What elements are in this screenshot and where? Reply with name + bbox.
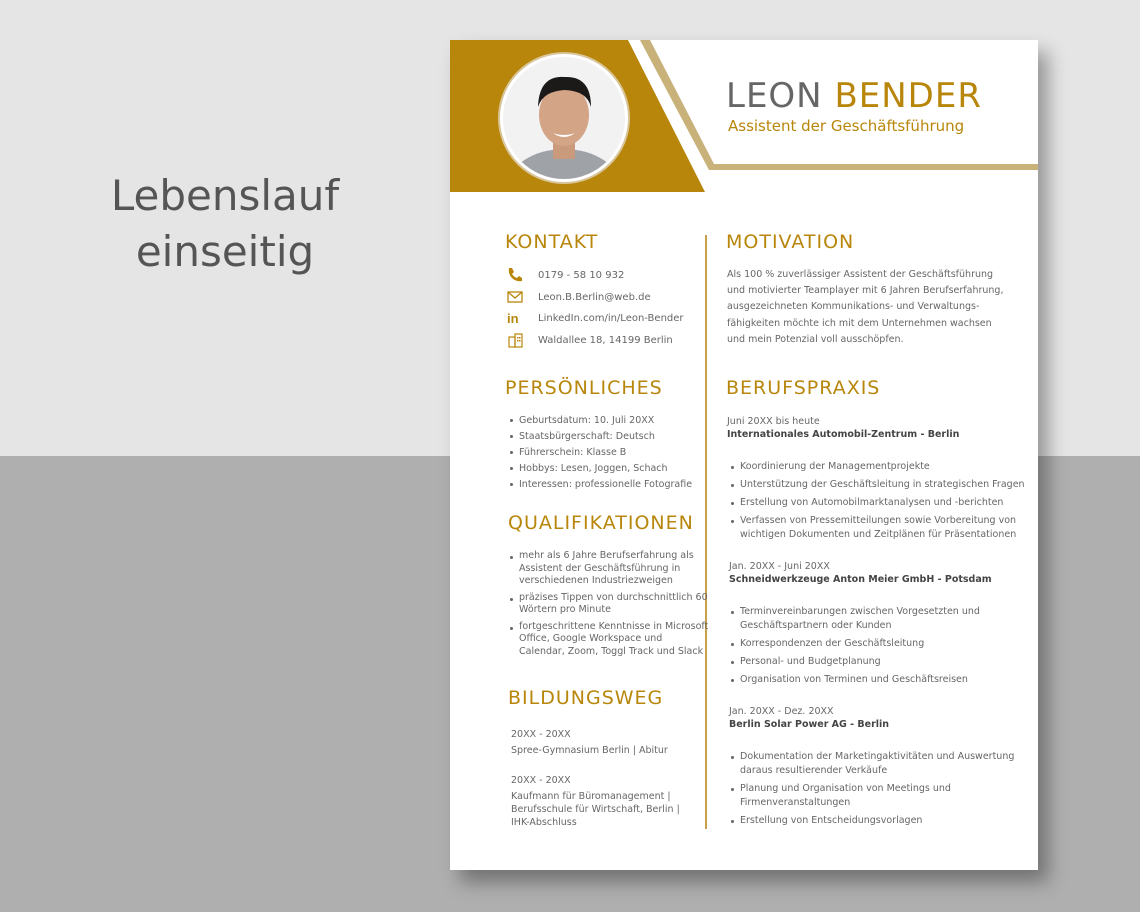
linkedin-text: LinkedIn.com/in/Leon-Bender <box>538 312 684 324</box>
list-item-line: wichtigen Dokumenten und Zeitplänen für Präsentationen <box>740 529 1017 540</box>
email-icon <box>506 288 524 306</box>
job-company: Schneidwerkzeuge Anton Meier GmbH - Potsdam <box>729 574 992 585</box>
list-item-line: Geschäftspartnern oder Kunden <box>740 620 892 631</box>
side-title-line-1: Lebenslauf <box>110 171 340 220</box>
list-item: Geburtsdatum: 10. Juli 20XX <box>510 413 692 429</box>
job-tasks <box>731 460 1025 542</box>
job-title: Assistent der Geschäftsführung <box>728 117 965 135</box>
list-item: Erstellung von Entscheidungsvorlagen <box>731 814 1014 828</box>
qualifications-list <box>510 550 708 658</box>
linkedin-icon <box>506 309 524 327</box>
list-item-line: Office, Google Workspace und <box>519 633 663 644</box>
list-item-line: Firmenveranstaltungen <box>740 797 851 808</box>
list-item: Organisation von Terminen und Geschäftsreisen <box>731 673 980 687</box>
contact-phone <box>506 266 624 284</box>
job-tasks <box>731 750 1014 828</box>
column-divider <box>705 235 707 829</box>
education-heading: BILDUNGSWEG <box>508 687 664 709</box>
list-item-line: Calendar, Zoom, Toggl Track und Slack <box>519 645 704 657</box>
job-company: Internationales Automobil-Zentrum - Berlin <box>727 429 960 440</box>
list-item <box>731 605 980 633</box>
list-item <box>731 782 1014 810</box>
education-period: 20XX - 20XX <box>511 775 571 786</box>
phone-icon <box>506 266 524 284</box>
address-text: Waldallee 18, 14199 Berlin <box>538 334 673 346</box>
last-name: BENDER <box>834 76 982 116</box>
first-name: LEON <box>726 76 823 116</box>
education-line: Kaufmann für Büromanagement | <box>511 791 671 802</box>
experience-heading: BERUFSPRAXIS <box>726 377 881 399</box>
list-item <box>731 514 1025 542</box>
list-item-line: Planung und Organisation von Meetings und <box>740 783 951 794</box>
list-item-line: fortgeschrittene Kenntnisse in Microsoft <box>519 620 709 632</box>
list-item: Koordinierung der Managementprojekte <box>731 460 1025 474</box>
job-company: Berlin Solar Power AG - Berlin <box>729 719 890 730</box>
list-item-line: mehr als 6 Jahre Berufserfahrung als <box>519 550 694 561</box>
motivation-line: und motivierter Teamplayer mit 6 Jahren Berufserfahrung, <box>727 285 1004 297</box>
profile-photo <box>500 54 628 182</box>
full-name <box>726 76 982 116</box>
list-item-line: Dokumentation der Marketingaktivitäten und Auswertung <box>740 751 1015 762</box>
list-item <box>510 592 708 617</box>
svg-text:in: in <box>507 311 519 326</box>
list-item: Staatsbürgerschaft: Deutsch <box>510 429 692 445</box>
contact-linkedin <box>506 309 684 327</box>
motivation-line: Als 100 % zuverlässiger Assistent der Geschäftsführung <box>727 269 994 280</box>
phone-text: 0179 - 58 10 932 <box>538 269 625 281</box>
education-line: Berufsschule für Wirtschaft, Berlin | <box>511 804 680 815</box>
job-tasks <box>731 605 980 687</box>
list-item <box>510 550 708 588</box>
education-entry <box>511 728 668 757</box>
qualifications-heading: QUALIFIKATIONEN <box>508 512 694 534</box>
side-title <box>70 168 380 280</box>
contact-address <box>506 331 673 349</box>
motivation-heading: MOTIVATION <box>726 231 855 253</box>
education-line: IHK-Abschluss <box>511 817 577 828</box>
contact-email <box>506 288 651 306</box>
email-text: Leon.B.Berlin@web.de <box>538 291 651 303</box>
motivation-line: ausgezeichneten Kommunikations- und Verwaltungs- <box>727 301 980 313</box>
motivation-text <box>727 267 1003 348</box>
side-title-line-2: einseitig <box>135 227 315 276</box>
list-item: Personal- und Budgetplanung <box>731 655 980 669</box>
list-item: Interessen: professionelle Fotografie <box>510 477 692 493</box>
list-item <box>731 750 1014 778</box>
motivation-line: und mein Potenzial voll ausschöpfen. <box>727 333 904 345</box>
list-item-line: verschiedenen Industriezweigen <box>519 575 673 586</box>
list-item-line: Terminvereinbarungen zwischen Vorgesetzten und <box>740 606 980 617</box>
building-icon <box>506 331 524 349</box>
list-item: Führerschein: Klasse B <box>510 445 692 461</box>
education-line: Spree-Gymnasium Berlin | Abitur <box>511 745 668 756</box>
list-item-line: präzises Tippen von durchschnittlich 60 <box>519 591 708 603</box>
job-period: Juni 20XX bis heute <box>727 416 820 427</box>
list-item-line: Wörtern pro Minute <box>519 604 611 615</box>
list-item <box>510 621 708 659</box>
contact-heading: KONTAKT <box>505 231 599 253</box>
personal-list <box>510 413 692 493</box>
education-period: 20XX - 20XX <box>511 729 571 740</box>
list-item: Erstellung von Automobilmarktanalysen und -berichten <box>731 496 1025 510</box>
list-item: Unterstützung der Geschäftsleitung in strategischen Fragen <box>731 478 1025 492</box>
list-item-line: Assistent der Geschäftsführung in <box>519 562 681 574</box>
job-period: Jan. 20XX - Juni 20XX <box>729 561 830 572</box>
motivation-line: fähigkeiten möchte ich mit dem Unternehmen wachsen <box>727 317 992 329</box>
resume-page <box>450 40 1038 870</box>
list-item-line: Verfassen von Pressemitteilungen sowie Vorbereitung von <box>740 515 1017 526</box>
education-entry <box>511 774 680 829</box>
list-item: Korrespondenzen der Geschäftsleitung <box>731 637 980 651</box>
list-item-line: daraus resultierender Verkäufe <box>740 765 888 776</box>
personal-heading: PERSÖNLICHES <box>505 377 663 399</box>
job-period: Jan. 20XX - Dez. 20XX <box>729 706 834 717</box>
list-item: Hobbys: Lesen, Joggen, Schach <box>510 461 692 477</box>
